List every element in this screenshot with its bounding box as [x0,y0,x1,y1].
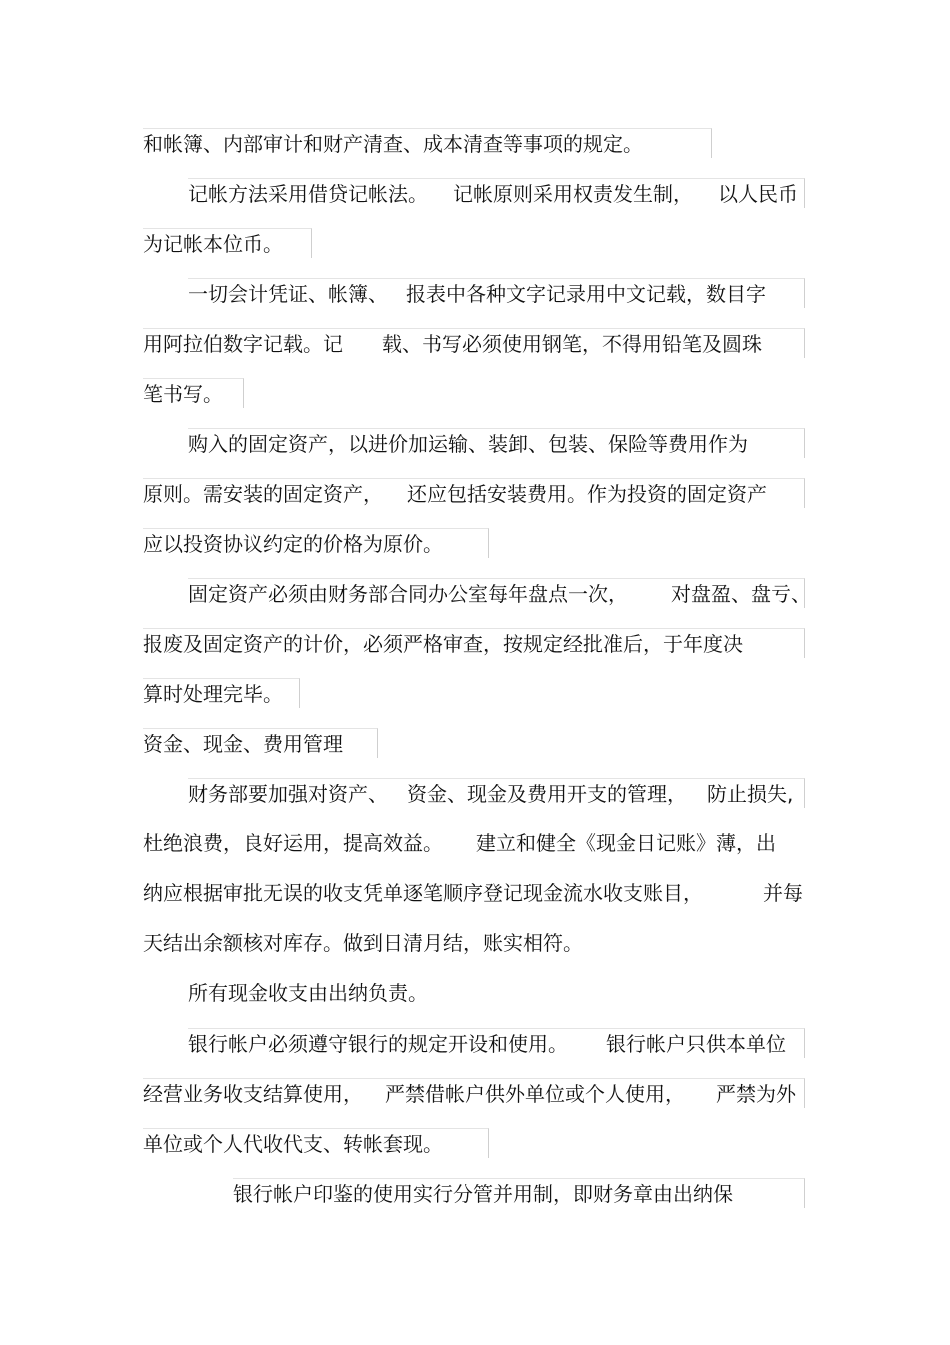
text-line [143,628,805,658]
text-segment: 资金、现金、费用管理 [143,732,343,756]
text-line [143,1078,805,1108]
text-segment: 购入的固定资产，以进价加运输、装卸、包装、保险等费用作为 [188,432,748,456]
text-segment: 所有现金收支由出纳负责。 [188,981,428,1005]
text-line [188,778,805,808]
text-line [143,928,643,958]
text-segment: 经营业务收支结算使用， [143,1082,363,1106]
text-line [143,878,805,908]
text-segment: 对盘盈、盘亏、 [671,582,811,606]
text-line [143,228,312,258]
text-line [143,128,712,158]
text-segment: 一切会计凭证、帐簿、 [188,282,388,306]
text-line [188,978,488,1008]
text-segment: 单位或个人代收代支、转帐套现。 [143,1132,443,1156]
text-segment: 以人民币 [718,182,798,206]
text-line [143,378,244,408]
text-segment: 记帐方法采用借贷记帐法。 [188,182,428,206]
text-segment: 银行帐户必须遵守银行的规定开设和使用。 [188,1032,568,1056]
section-heading [143,728,378,758]
text-line [143,1128,489,1158]
text-segment: 固定资产必须由财务部合同办公室每年盘点一次， [188,582,628,606]
text-segment: 应以投资协议约定的价格为原价。 [143,532,443,556]
text-line [233,1178,805,1208]
text-segment: 天结出余额核对库存。做到日清月结，账实相符。 [143,931,583,955]
text-line [143,528,489,558]
text-line [143,678,300,708]
text-segment: 为记帐本位币。 [143,232,283,256]
text-line [188,428,805,458]
text-segment: 报废及固定资产的计价，必须严格审查，按规定经批准后，于年度决 [143,632,743,656]
text-line [188,178,805,208]
text-segment: 算时处理完毕。 [143,682,283,706]
text-segment: 笔书写。 [143,382,223,406]
text-segment: 并每 [763,881,803,905]
text-segment: 银行帐户只供本单位 [606,1032,786,1056]
text-line [188,278,805,308]
text-line [143,828,805,858]
text-segment: 财务部要加强对资产、 [188,782,388,806]
text-segment: 防止损失, [707,782,794,806]
text-segment: 建立和健全《现金日记账》薄，出 [476,831,776,855]
text-segment: 杜绝浪费，良好运用，提高效益。 [143,831,443,855]
text-segment: 原则。需安装的固定资产， [143,482,383,506]
text-segment: 严禁为外 [716,1082,796,1106]
text-segment: 严禁借帐户供外单位或个人使用， [385,1082,685,1106]
text-segment: 报表中各种文字记录用中文记载，数目字 [406,282,766,306]
text-line [188,1028,805,1058]
text-line [188,578,811,608]
text-line [143,328,805,358]
text-segment: 还应包括安装费用。作为投资的固定资产 [407,482,767,506]
text-line [143,478,805,508]
text-segment: 纳应根据审批无误的收支凭单逐笔顺序登记现金流水收支账目， [143,881,703,905]
text-segment: 银行帐户印鉴的使用实行分管并用制，即财务章由出纳保 [233,1182,733,1206]
text-segment: 用阿拉伯数字记载。记 [143,332,343,356]
text-segment: 和帐簿、内部审计和财产清查、成本清查等事项的规定。 [143,132,643,156]
text-segment: 载、书写必须使用钢笔，不得用铅笔及圆珠 [382,332,762,356]
text-segment: 资金、现金及费用开支的管理， [407,782,687,806]
text-segment: 记帐原则采用权责发生制， [453,182,693,206]
